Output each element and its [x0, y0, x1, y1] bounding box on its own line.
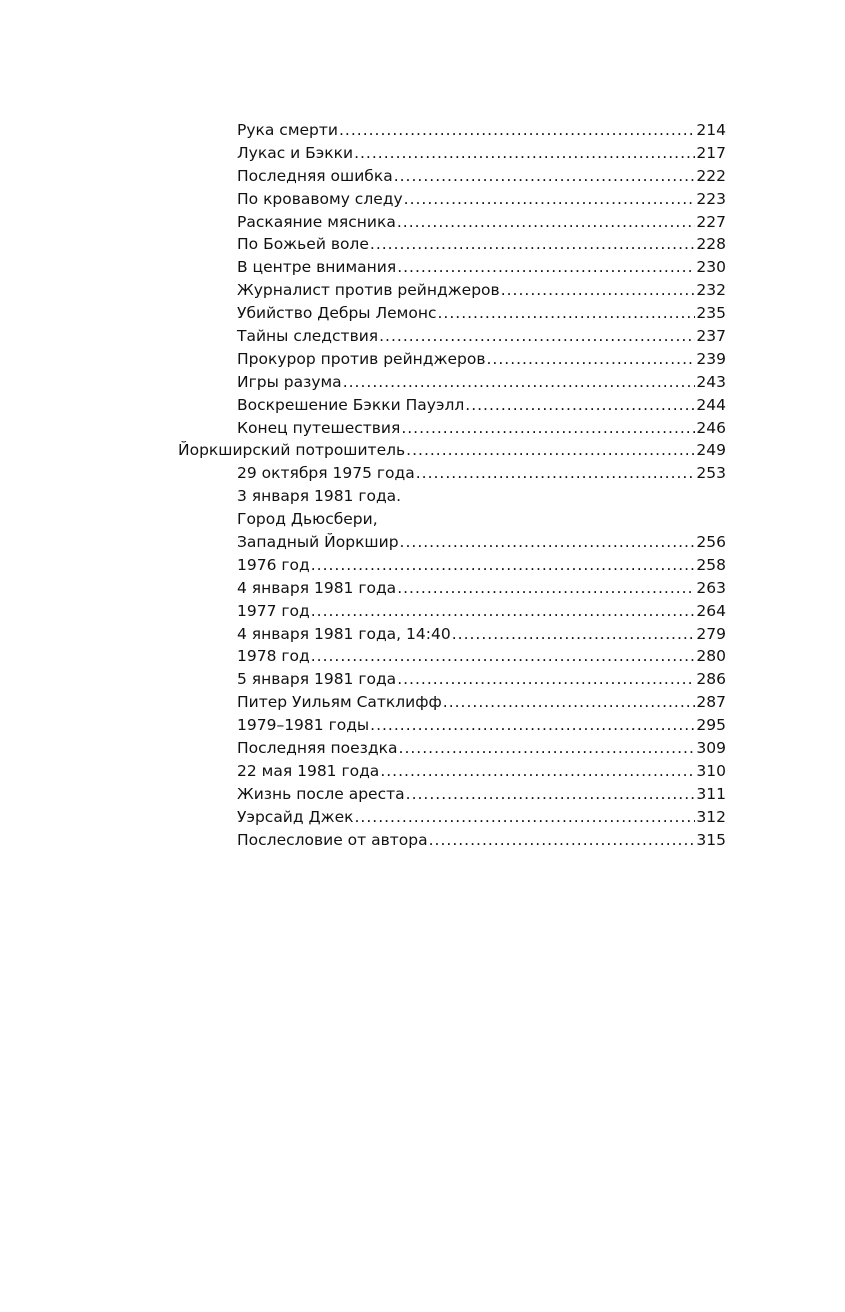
toc-entry: [0, 691, 845, 714]
toc-entry-line: [237, 256, 726, 279]
dot-leader: [400, 531, 696, 554]
toc-entry-line: [237, 554, 726, 577]
toc-entry-title: 1978 год: [237, 647, 310, 666]
toc-entry-title: Журналист против рейнджеров: [237, 281, 500, 300]
dot-leader: [343, 371, 696, 394]
toc-entry-title: 3 января 1981 года.: [237, 487, 402, 506]
toc-entry: [0, 233, 845, 256]
toc-entry-line: [237, 577, 726, 600]
toc-entry-page-number: 237: [696, 327, 726, 346]
toc-entry-page-number: 253: [696, 464, 726, 483]
dot-leader: [465, 394, 695, 417]
table-of-contents: [0, 119, 845, 852]
dot-leader: [354, 142, 695, 165]
dot-leader: [406, 783, 696, 806]
dot-leader: [397, 577, 695, 600]
toc-entry-line: [237, 371, 726, 394]
toc-entry: [0, 645, 845, 668]
toc-entry-title: Конец путешествия: [237, 418, 401, 437]
dot-leader: [379, 325, 695, 348]
toc-entry-line: [237, 325, 726, 348]
toc-entry-title: По кровавому следу: [237, 189, 403, 208]
dot-leader: [339, 119, 695, 142]
toc-entry-line: [237, 165, 726, 188]
dot-leader: [416, 462, 696, 485]
toc-entry-line: [237, 714, 726, 737]
toc-entry-page-number: 246: [696, 418, 726, 437]
toc-entry-title: Город Дьюсбери,: [237, 510, 378, 529]
toc-entry-page-number: 217: [696, 143, 726, 162]
toc-entry-title: Раскаяние мясника: [237, 212, 396, 231]
toc-entry-line: [237, 394, 726, 417]
toc-entry-page-number: 287: [696, 693, 726, 712]
toc-entry-page-number: 223: [696, 189, 726, 208]
dot-leader: [394, 165, 696, 188]
toc-entry-title: Прокурор против рейнджеров: [237, 349, 486, 368]
toc-entry-page-number: 258: [696, 555, 726, 574]
toc-entry: [0, 279, 845, 302]
toc-entry: [0, 737, 845, 760]
toc-entry-page-number: 239: [696, 349, 726, 368]
toc-entry: [0, 394, 845, 417]
toc-entry-line: [237, 211, 726, 234]
toc-entry-page-number: 309: [696, 739, 726, 758]
toc-entry-line: [237, 485, 726, 508]
toc-entry: [0, 302, 845, 325]
toc-entry: [0, 508, 845, 531]
dot-leader: [501, 279, 696, 302]
toc-entry-title: Последняя поездка: [237, 739, 398, 758]
toc-entry: [0, 417, 845, 440]
toc-entry: [0, 668, 845, 691]
toc-entry: [0, 211, 845, 234]
toc-entry-line: [237, 417, 726, 440]
toc-entry-line: [237, 600, 726, 623]
toc-entry-line: [237, 668, 726, 691]
toc-entry: [0, 806, 845, 829]
toc-entry-title: 29 октября 1975 года: [237, 464, 415, 483]
toc-entry-line: [237, 279, 726, 302]
toc-entry-page-number: 311: [696, 784, 726, 803]
toc-entry-line: [237, 806, 726, 829]
toc-entry-page-number: 249: [696, 441, 726, 460]
toc-entry-title: 4 января 1981 года, 14:40: [237, 624, 451, 643]
dot-leader: [404, 188, 696, 211]
toc-entry-page-number: 312: [696, 807, 726, 826]
toc-entry-page-number: 235: [696, 304, 726, 323]
toc-entry: [0, 165, 845, 188]
dot-leader: [397, 211, 696, 234]
toc-entry-line: [237, 645, 726, 668]
dot-leader: [429, 829, 696, 852]
dot-leader: [486, 348, 695, 371]
toc-entry-page-number: 280: [696, 647, 726, 666]
toc-entry-page-number: 310: [696, 761, 726, 780]
toc-entry-title: Лукас и Бэкки: [237, 143, 354, 162]
toc-entry-page-number: 264: [696, 601, 726, 620]
toc-entry-page-number: 222: [696, 166, 726, 185]
toc-entry: [0, 531, 845, 554]
toc-entry-page-number: 286: [696, 670, 726, 689]
toc-entry: [0, 371, 845, 394]
toc-entry-title: Воскрешение Бэкки Пауэлл: [237, 395, 465, 414]
toc-entry-line: [237, 783, 726, 806]
dot-leader: [443, 691, 696, 714]
toc-entry-page-number: 256: [696, 533, 726, 552]
dot-leader: [397, 256, 695, 279]
toc-entry: [0, 829, 845, 852]
dot-leader: [380, 760, 695, 783]
dot-leader: [355, 806, 696, 829]
toc-entry-page-number: 232: [696, 281, 726, 300]
toc-entry-page-number: 279: [696, 624, 726, 643]
toc-entry: [0, 119, 845, 142]
toc-entry-title: Западный Йоркшир: [237, 533, 399, 552]
toc-entry-line: [237, 233, 726, 256]
dot-leader: [311, 554, 696, 577]
toc-entry-page-number: 214: [696, 121, 726, 139]
toc-entry-title: По Божьей воле: [237, 235, 369, 254]
toc-entry-line: [237, 142, 726, 165]
toc-entry-title: Питер Уильям Сатклифф: [237, 693, 442, 712]
toc-entry: [0, 554, 845, 577]
dot-leader: [370, 714, 695, 737]
dot-leader: [401, 417, 695, 440]
toc-entry-line: [237, 119, 726, 142]
toc-entry-title: 1977 год: [237, 601, 310, 620]
toc-entry-page-number: 244: [696, 395, 726, 414]
toc-entry: [0, 714, 845, 737]
dot-leader: [437, 302, 695, 325]
toc-entry: [0, 142, 845, 165]
toc-entry-title: В центре внимания: [237, 258, 397, 277]
toc-entry-page-number: 227: [696, 212, 726, 231]
toc-entry: [0, 577, 845, 600]
toc-entry-title: Рука смерти: [237, 121, 338, 139]
toc-entry: [0, 623, 845, 646]
dot-leader: [452, 623, 696, 646]
dot-leader: [406, 439, 695, 462]
toc-entry-title: Тайны следствия: [237, 327, 379, 346]
toc-entry-title: 1976 год: [237, 555, 310, 574]
toc-entry-title: 1979–1981 годы: [237, 716, 370, 735]
toc-entry-line: [237, 531, 726, 554]
toc-entry-title: Послесловие от автора: [237, 830, 428, 849]
toc-entry-page-number: 230: [696, 258, 726, 277]
toc-entry: [0, 760, 845, 783]
toc-entry: [0, 485, 845, 508]
dot-leader: [397, 668, 695, 691]
toc-entry-title: 22 мая 1981 года: [237, 761, 380, 780]
toc-entry-line: [237, 462, 726, 485]
toc-entry: [0, 188, 845, 211]
toc-entry-line: [237, 737, 726, 760]
toc-entry-line: [237, 623, 726, 646]
toc-entry-title: Йоркширский потрошитель: [178, 441, 406, 460]
toc-entry: [0, 439, 845, 462]
toc-entry-page-number: 243: [696, 372, 726, 391]
toc-entry-title: Игры разума: [237, 372, 342, 391]
toc-entry: [0, 462, 845, 485]
toc-entry-title: 5 января 1981 года: [237, 670, 397, 689]
toc-entry-line: [237, 188, 726, 211]
toc-entry-page-number: 295: [696, 716, 726, 735]
toc-entry-line: [237, 508, 726, 531]
toc-entry: [0, 325, 845, 348]
dot-leader: [370, 233, 696, 256]
toc-entry-title: Уэрсайд Джек: [237, 807, 354, 826]
dot-leader: [311, 600, 696, 623]
toc-entry: [0, 348, 845, 371]
toc-entry-line: [178, 439, 726, 462]
toc-entry-page-number: 228: [696, 235, 726, 254]
toc-entry-line: [237, 829, 726, 852]
toc-entry-line: [237, 348, 726, 371]
toc-entry-title: 4 января 1981 года: [237, 578, 397, 597]
dot-leader: [311, 645, 696, 668]
toc-entry-line: [237, 691, 726, 714]
toc-entry: [0, 256, 845, 279]
toc-entry: [0, 600, 845, 623]
toc-entry-page-number: 263: [696, 578, 726, 597]
toc-entry-title: Убийство Дебры Лемонс: [237, 304, 437, 323]
dot-leader: [399, 737, 696, 760]
toc-entry: [0, 783, 845, 806]
toc-entry-title: Жизнь после ареста: [237, 784, 405, 803]
toc-entry-page-number: 315: [696, 830, 726, 849]
toc-entry-line: [237, 760, 726, 783]
toc-entry-title: Последняя ошибка: [237, 166, 393, 185]
toc-entry-line: [237, 302, 726, 325]
